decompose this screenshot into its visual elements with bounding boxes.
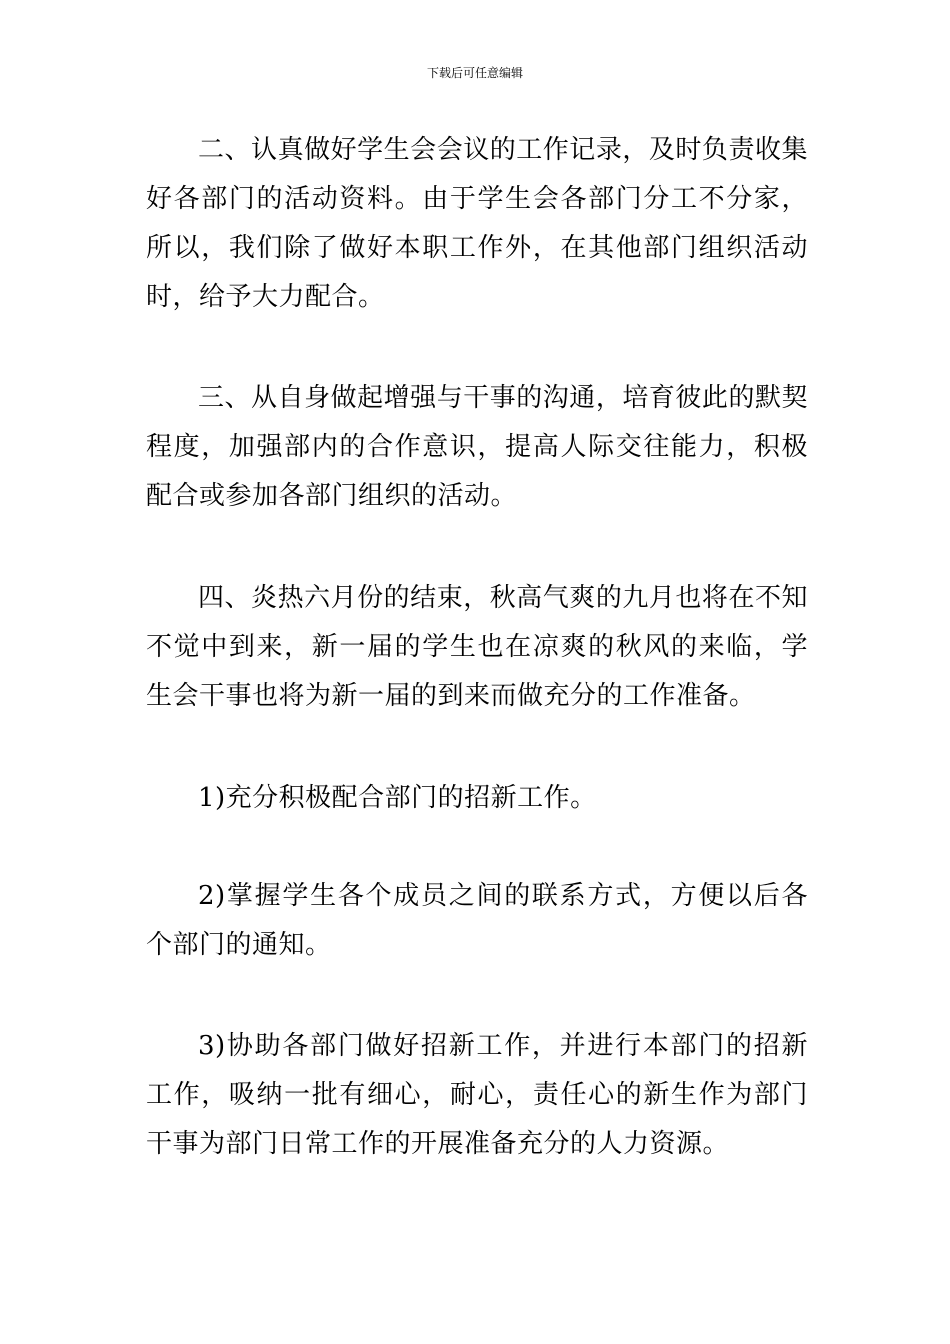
paragraph-section-3: 三、从自身做起增强与干事的沟通，培育彼此的默契程度，加强部内的合作意识，提高人际交往能力，积极配合或参加各部门组织的活动。 [146,383,808,511]
page-header: 下载后可任意编辑 [426,66,523,80]
paragraph-item-2: 2)掌握学生各个成员之间的联系方式，方便以后各个部门的通知。 [146,881,808,960]
paragraph-item-3: 3)协助各部门做好招新工作，并进行本部门的招新工作，吸纳一批有细心，耐心，责任心的新生作为部门干事为部门日常工作的开展准备充分的人力资源。 [146,1031,808,1159]
paragraph-section-2: 二、认真做好学生会会议的工作记录，及时负责收集好各部门的活动资料。由于学生会各部门分工不分家，所以，我们除了做好本职工作外，在其他部门组织活动时，给予大力配合。 [146,135,808,312]
paragraph-section-4: 四、炎热六月份的结束，秋高气爽的九月也将在不知不觉中到来，新一届的学生也在凉爽的秋风的来临，学生会干事也将为新一届的到来而做充分的工作准备。 [146,583,808,711]
paragraph-item-1: 1)充分积极配合部门的招新工作。 [198,783,597,813]
